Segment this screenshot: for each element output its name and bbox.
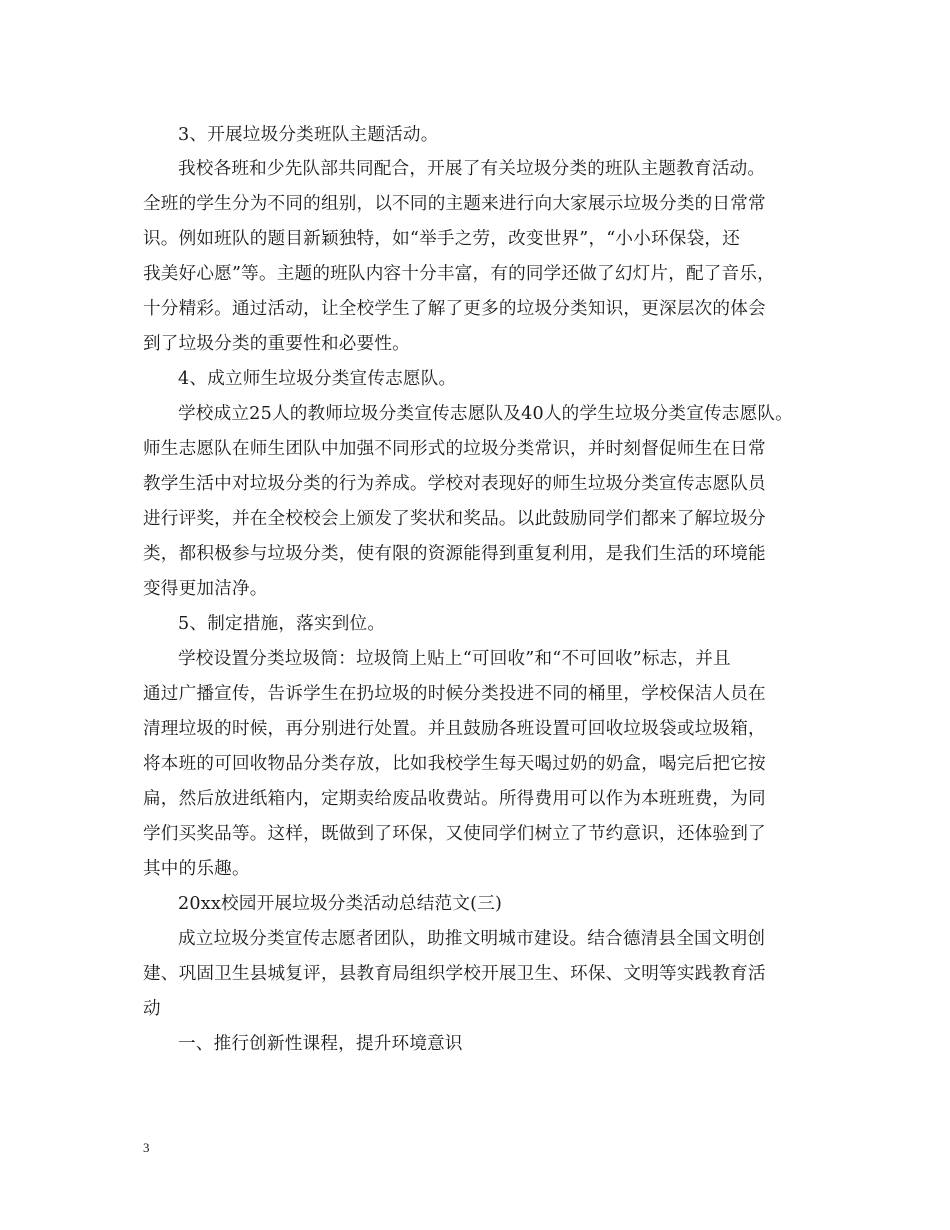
page-number: 3 <box>143 1140 150 1155</box>
paragraph-line: 我校各班和少先队部共同配合，开展了有关垃圾分类的班队主题教育活动。 <box>178 159 766 179</box>
paragraph-line: 进行评奖，并在全校校会上颁发了奖状和奖品。以此鼓励同学们都来了解垃圾分 <box>143 509 766 529</box>
paragraph-line: 十分精彩。通过活动，让全校学生了解了更多的垃圾分类知识，更深层次的体会 <box>143 299 766 319</box>
paragraph-line: 到了垃圾分类的重要性和必要性。 <box>143 334 410 354</box>
paragraph-line: 师生志愿队在师生团队中加强不同形式的垃圾分类常识，并时刻督促师生在日常 <box>143 439 766 459</box>
paragraph-line: 教学生活中对垃圾分类的行为养成。学校对表现好的师生垃圾分类宣传志愿队员 <box>143 474 766 494</box>
paragraph-line: 清理垃圾的时候，再分别进行处置。并且鼓励各班设置可回收垃圾袋或垃圾箱， <box>143 719 766 739</box>
paragraph-line: 学校设置分类垃圾筒：垃圾筒上贴上“可回收”和“不可回收”标志，并且 <box>178 649 731 669</box>
paragraph-line: 全班的学生分为不同的组别，以不同的主题来进行向大家展示垃圾分类的日常常 <box>143 194 766 214</box>
section-title: 20xx校园开展垃圾分类活动总结范文(三) <box>178 894 503 914</box>
paragraph-line: 类，都积极参与垃圾分类，使有限的资源能得到重复利用，是我们生活的环境能 <box>143 544 766 564</box>
paragraph-line: 学们买奖品等。这样，既做到了环保，又使同学们树立了节约意识，还体验到了 <box>143 824 766 844</box>
paragraph-line: 建、巩固卫生县城复评，县教育局组织学校开展卫生、环保、文明等实践教育活 <box>143 964 766 984</box>
paragraph-line: 动 <box>143 999 161 1019</box>
paragraph-line: 将本班的可回收物品分类存放，比如我校学生每天喝过奶的奶盒，喝完后把它按 <box>143 754 766 774</box>
paragraph-line: 我美好心愿”等。主题的班队内容十分丰富，有的同学还做了幻灯片，配了音乐， <box>143 264 775 284</box>
heading-4: 4、成立师生垃圾分类宣传志愿队。 <box>178 369 457 389</box>
heading-5: 5、制定措施，落实到位。 <box>178 614 386 634</box>
paragraph-line: 通过广播宣传，告诉学生在扔垃圾的时候分类投进不同的桶里，学校保洁人员在 <box>143 684 766 704</box>
heading-3: 3、开展垃圾分类班队主题活动。 <box>178 125 439 145</box>
paragraph-line: 学校成立25人的教师垃圾分类宣传志愿队及40人的学生垃圾分类宣传志愿队。 <box>178 404 793 424</box>
subheading: 一、推行创新性课程，提升环境意识 <box>178 1034 463 1054</box>
paragraph-line: 其中的乐趣。 <box>143 859 250 879</box>
paragraph-line: 扁，然后放进纸箱内，定期卖给废品收费站。所得费用可以作为本班班费，为同 <box>143 789 766 809</box>
paragraph-line: 识。例如班队的题目新颖独特，如“举手之劳，改变世界”，“小小环保袋，还 <box>143 229 740 249</box>
paragraph-line: 成立垃圾分类宣传志愿者团队，助推文明城市建设。结合德清县全国文明创 <box>178 929 766 949</box>
paragraph-line: 变得更加洁净。 <box>143 579 268 599</box>
